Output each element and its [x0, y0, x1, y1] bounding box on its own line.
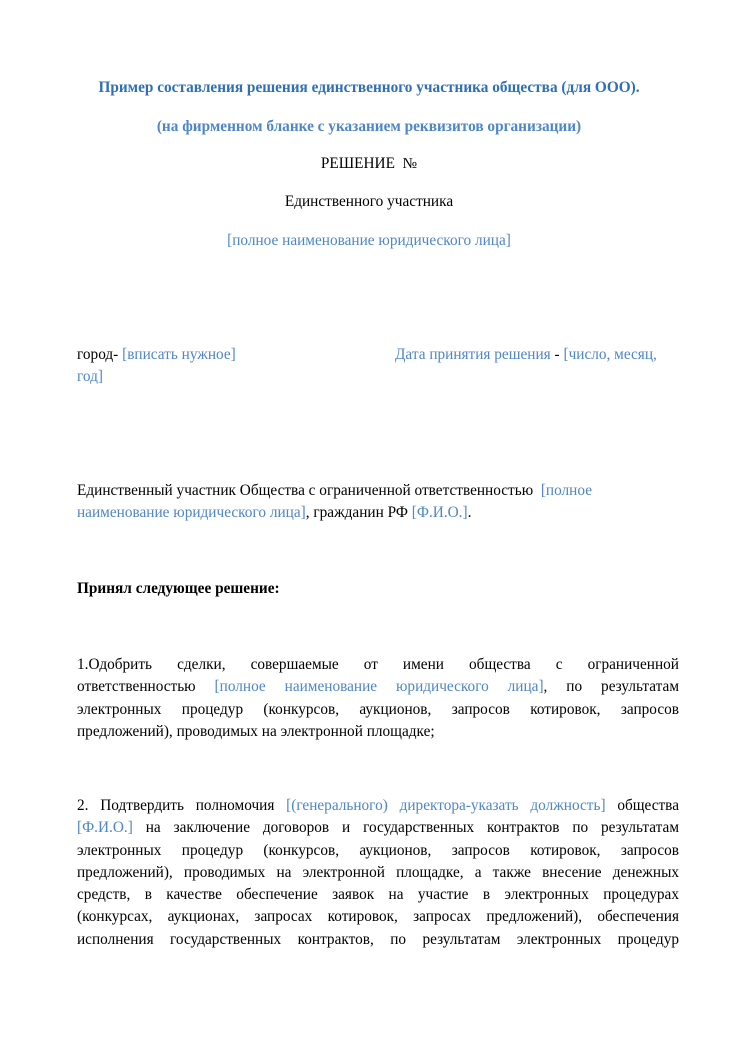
item-1-line: предложений), проводимых на электронной площадке;: [77, 722, 435, 740]
item-1-line: [77, 676, 679, 698]
decision-heading: РЕШЕНИЕ №: [320, 155, 418, 172]
item-2-line: предложений), проводимых на электронной площадке, а также внесение денежных: [77, 863, 679, 881]
item-2-line: (конкурсах, аукционах, запросах котировок, запросах предложений), обеспечения: [77, 908, 679, 926]
item-1-line: 1.Одобрить сделки, совершаемые от имени общества с ограниченной: [77, 656, 679, 673]
intro-citizen-text: , гражданин РФ: [305, 504, 408, 522]
entity-name-placeholder: [полное наименование юридического лица]: [227, 232, 511, 249]
item-2-line: электронных процедур (конкурсов, аукционов, запросов котировок, запросов: [77, 841, 679, 859]
intro-paragraph: [77, 480, 679, 525]
item-1-text: , по результатам: [543, 678, 680, 696]
item-2-fio-placeholder: [Ф.И.О.]: [77, 819, 133, 837]
item-2-line: [77, 817, 679, 839]
item-2-position-placeholder: [(генерального) директора-указать должность]: [286, 797, 606, 814]
item-1-line: электронных процедур (конкурсов, аукционов, запросов котировок, запросов: [77, 700, 679, 718]
date-placeholder: [число, месяц,: [563, 346, 657, 363]
document-subtitle: (на фирменном бланке с указанием реквизитов организации): [156, 118, 582, 135]
intro-fio-placeholder: [Ф.И.О.]: [411, 504, 468, 522]
date-placeholder-cont: год]: [77, 368, 103, 386]
item-1-text: ответственностью: [77, 678, 196, 696]
intro-text: Единственный участник Общества с ограниченной ответственностью: [77, 482, 534, 499]
date-dash: -: [554, 346, 560, 363]
item-2-paragraph: [77, 795, 679, 951]
intro-end-period: .: [467, 504, 472, 522]
city-placeholder: [вписать нужное]: [122, 346, 236, 363]
item-2-line: исполнения государственных контрактов, по результатам электронных процедур: [77, 930, 679, 948]
item-1-paragraph: [77, 654, 679, 743]
city-label: город-: [77, 346, 119, 363]
item-2-line: средств, в качестве обеспечение заявок на участие в электронных процедурах: [77, 886, 679, 904]
sole-participant-heading: Единственного участника: [284, 193, 454, 210]
item-2-text: общества: [617, 797, 679, 814]
date-label: Дата принятия решения: [395, 346, 551, 363]
item-2-line: [77, 795, 679, 817]
resolved-heading: Принял следующее решение:: [77, 580, 280, 597]
intro-entity-placeholder-cont: наименование юридического лица]: [77, 504, 306, 522]
intro-entity-placeholder: [полное: [540, 482, 592, 499]
document-title: Пример составления решения единственного участника общества (для ООО).: [98, 79, 640, 96]
item-2-text: на заключение договоров и государственных контрактов по результатам: [145, 819, 679, 837]
place-date-block: [77, 344, 679, 389]
item-2-text: 2. Подтвердить полномочия: [77, 797, 275, 814]
item-1-entity-placeholder: [полное наименование юридического лица]: [214, 678, 544, 696]
